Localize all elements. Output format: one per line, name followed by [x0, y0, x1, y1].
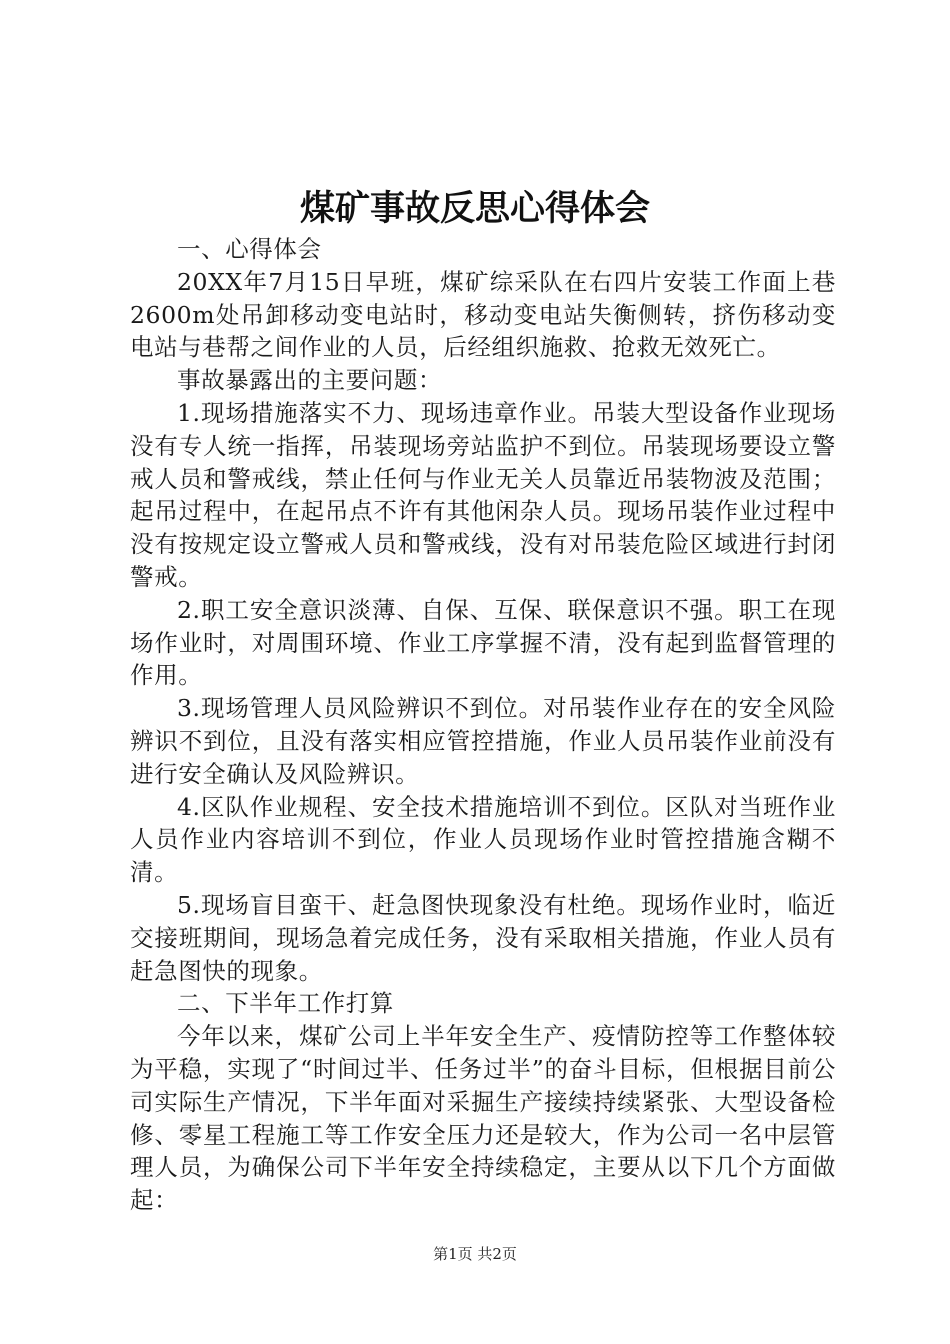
- document-title: 煤矿事故反思心得体会: [299, 188, 650, 229]
- paragraph-issue-3: 3.现场管理人员风险辨识不到位。对吊装作业存在的安全风险辨识不到位，且没有落实相应管控措施，作业人员吊装作业前没有进行安全确认及风险辨识。: [130, 694, 836, 788]
- paragraph-issue-5: 5.现场盲目蛮干、赶急图快现象没有杜绝。现场作业时，临近交接班期间，现场急着完成任务，没有采取相关措施，作业人员有赶急图快的现象。: [130, 890, 836, 985]
- section-heading-plan: 二、下半年工作打算: [177, 989, 394, 1018]
- paragraph-incident-summary: 20XX年7月15日早班，煤矿综采队在右四片安装工作面上巷2600m处吊卸移动变电站时，移动变电站失衡侧转，挤伤移动变电站与巷帮之间作业的人员，后经组织施救、抢救无效死亡。: [130, 267, 836, 362]
- document-body: [130, 233, 836, 1217]
- section-heading-insights: 一、心得体会: [177, 235, 322, 263]
- paragraph-issue-4: 4.区队作业规程、安全技术措施培训不到位。区队对当班作业人员作业内容培训不到位，作业人员现场作业时管控措施含糊不清。: [130, 792, 836, 887]
- page-number-footer: 第1页 共2页: [433, 1245, 517, 1263]
- paragraph-issue-2: 2.职工安全意识淡薄、自保、互保、联保意识不强。职工在现场作业时，对周围环境、作业工序掌握不清，没有起到监督管理的作用。: [130, 595, 836, 690]
- paragraph-plan-intro: 今年以来，煤矿公司上半年安全生产、疫情防控等工作整体较为平稳，实现了“时间过半、任务过半”的奋斗目标，但根据目前公司实际生产情况，下半年面对采掘生产接续持续紧张、大型设备检修、零星工程施工等工作安全压力还是较大，作为公司一名中层管理人员，为确保公司下半年安全持续稳定，主要从以下几个方面做起：: [130, 1022, 836, 1215]
- paragraph-issues-intro: 事故暴露出的主要问题：: [177, 366, 443, 395]
- paragraph-issue-1: 1.现场措施落实不力、现场违章作业。吊装大型设备作业现场没有专人统一指挥，吊装现场旁站监护不到位。吊装现场要设立警戒人员和警戒线，禁止任何与作业无关人员靠近吊装物波及范围；起吊过程中，在起吊点不许有其他闲杂人员。现场吊装作业过程中没有按规定设立警戒人员和警戒线，没有对吊装危险区域进行封闭警戒。: [130, 398, 836, 591]
